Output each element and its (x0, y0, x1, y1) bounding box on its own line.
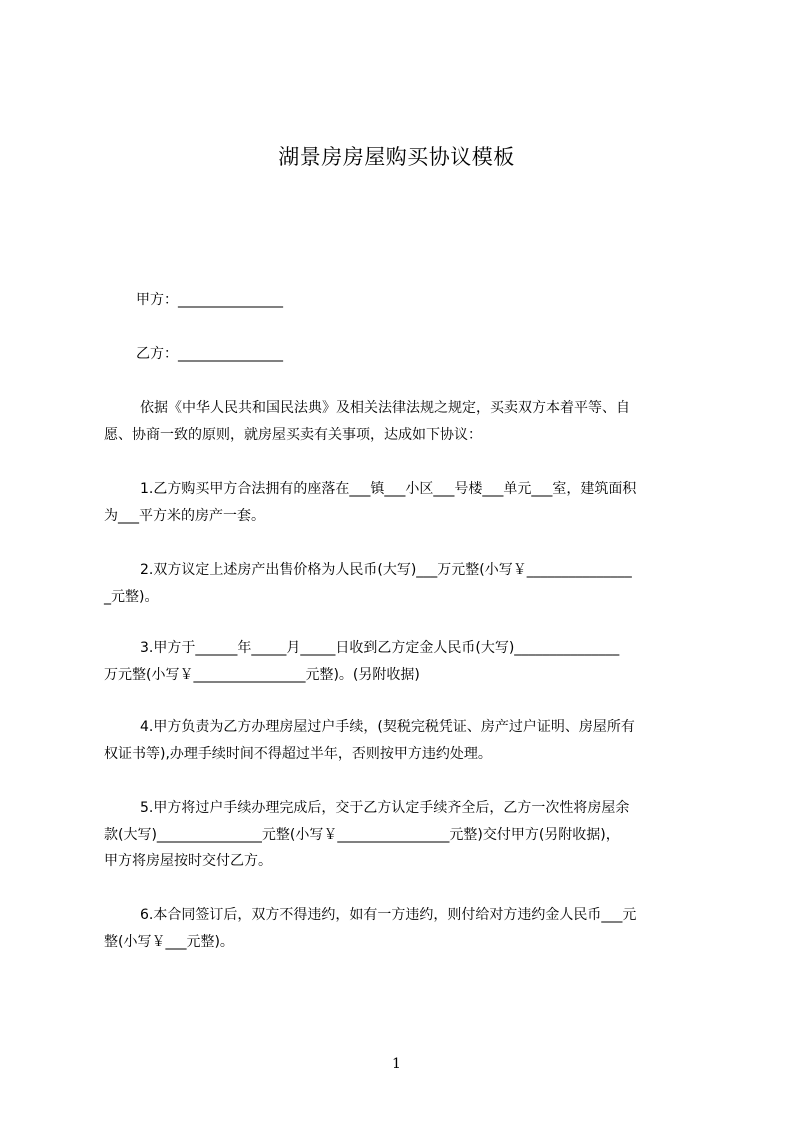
clause-line: _元整)。 (104, 589, 159, 605)
clause-line: 万元整(小写￥________________元整)。(另附收据) (104, 667, 420, 683)
clause-line: 款(大写)_______________元整(小写￥________________元整)交付甲方(另附收据)， (104, 827, 620, 843)
clause-line: 6.本合同签订后，双方不得违约，如有一方违约，则付给对方违约金人民币___元 (140, 907, 637, 923)
preamble-line: 依据《中华人民共和国民法典》及相关法律法规之规定，买卖双方本着平等、自 (140, 400, 630, 416)
preamble-line: 愿、协商一致的原则，就房屋买卖有关事项，达成如下协议： (104, 427, 482, 443)
page-number: 1 (392, 1056, 401, 1072)
clause-line: 整(小写￥___元整)。 (104, 934, 234, 950)
document-title: 湖景房房屋购买协议模板 (278, 145, 515, 169)
clause-line: 5.甲方将过户手续办理完成后，交于乙方认定手续齐全后，乙方一次性将房屋余 (140, 800, 630, 816)
clause-line: 2.双方议定上述房产出售价格为人民币(大写)___万元整(小写￥_______________ (140, 562, 632, 578)
clause-line: 3.甲方于______年_____月_____日收到乙方定金人民币(大写)_______________ (140, 640, 620, 656)
clause-line: 为___平方米的房产一套。 (104, 508, 265, 524)
clause-line: 权证书等),办理手续时间不得超过半年，否则按甲方违约处理。 (104, 746, 492, 762)
clause-line: 1.乙方购买甲方合法拥有的座落在___镇___小区___号楼___单元___室，建筑面积 (140, 481, 637, 497)
clause-line: 4.甲方负责为乙方办理房屋过户手续，(契税完税凭证、房产过户证明、房屋所有 (140, 719, 635, 735)
party-a-line: 甲方：_______________ (136, 292, 283, 308)
clause-line: 甲方将房屋按时交付乙方。 (104, 853, 272, 869)
party-b-line: 乙方：_______________ (136, 346, 283, 362)
